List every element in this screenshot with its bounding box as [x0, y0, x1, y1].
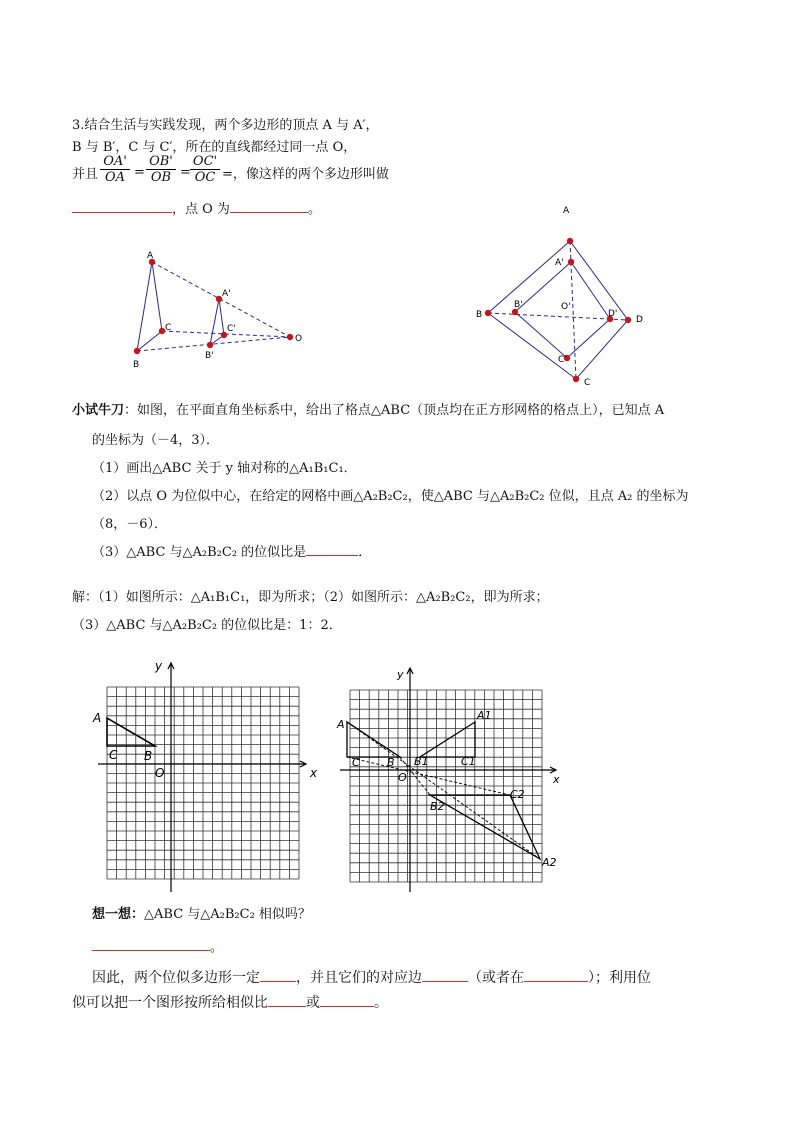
answer-blank-c5[interactable]	[320, 1006, 374, 1007]
triangle-abc	[347, 722, 400, 757]
label-b2: B2	[430, 800, 445, 813]
label-a-prime: A'	[555, 258, 564, 268]
label-b-prime: B'	[205, 351, 214, 361]
conclusion-line2	[72, 995, 388, 1011]
triangle-a2b2c2	[430, 795, 540, 859]
label-y: y	[155, 659, 163, 673]
practice-intro-text: ：如图，在平面直角坐标系中，给出了格点△ABC（顶点均在正方形网格的格点上），已知点 A	[124, 403, 665, 418]
conclusion-text-6: 或	[306, 995, 320, 1011]
practice-title: 小试牛刀	[72, 403, 125, 418]
triangle-a1b1c1	[420, 722, 475, 757]
label-y: y	[397, 668, 404, 681]
label-b1: B1	[414, 755, 429, 768]
label-a: A	[93, 711, 102, 725]
label-a: A	[563, 206, 570, 216]
label-c: C	[584, 378, 591, 388]
label-c-prime: C'	[558, 355, 567, 365]
practice-intro-2: 的坐标为（－4，3）．	[92, 433, 220, 448]
label-c-prime: C'	[227, 324, 236, 334]
fraction-oc-den: OC	[190, 169, 220, 185]
answer-blank-c4[interactable]	[268, 1006, 306, 1007]
conclusion-text-7: 。	[374, 995, 388, 1011]
label-c: C	[352, 756, 360, 769]
label-d: D	[636, 315, 643, 325]
label-a-prime: A'	[222, 289, 231, 299]
practice-q3-text: （3）△ABC 与△A₂B₂C₂ 的位似比是	[92, 545, 307, 560]
q3-suffix: =，像这样的两个多边形叫做	[222, 167, 389, 182]
q3-line4-end: 。	[307, 202, 321, 217]
label-o: O	[398, 771, 407, 784]
label-a1: A1	[477, 709, 492, 722]
solution-line2: （3）△ABC 与△A₂B₂C₂ 的位似比是：1：2．	[72, 618, 342, 633]
conclusion-text-5: 似可以把一个图形按所给相似比	[72, 995, 268, 1011]
label-x: x	[553, 773, 560, 786]
conclusion-text-1: 因此，两个位似多边形一定	[92, 970, 260, 986]
label-o: O	[295, 334, 303, 344]
equals-sign-2: =	[180, 165, 191, 180]
fraction-ob-den: OB	[146, 169, 176, 185]
practice-q1: （1）画出△ABC 关于 y 轴对称的△A₁B₁C₁．	[92, 461, 357, 476]
conclusion-text-4: ）；利用位	[588, 970, 651, 986]
label-c2: C2	[510, 788, 525, 801]
practice-q2a: （2）以点 O 为位似中心，在给定的网格中画△A₂B₂C₂，使△ABC 与△A₂B₂C₂ 位似，且点 A₂ 的坐标为	[92, 489, 689, 504]
answer-blank-c1[interactable]	[260, 981, 296, 982]
q3-prefix: 并且	[72, 167, 99, 182]
answer-blank-similar[interactable]	[92, 950, 210, 951]
label-a2: A2	[542, 856, 557, 869]
label-a: A	[337, 718, 345, 731]
label-o: O	[155, 766, 165, 780]
fraction-oa-den: OA	[100, 169, 130, 185]
solution-line1: 解：（1）如图所示：△A₁B₁C₁，即为所求；（2）如图所示：△A₂B₂C₂，即为所求；	[72, 590, 549, 605]
fraction-oa-num: OA'	[103, 154, 127, 169]
fraction-ob-num: OB'	[149, 154, 173, 169]
q3-line2: B 与 B′，C 与 C′，所在的直线都经过同一点 O，	[72, 140, 357, 155]
label-c: C	[109, 748, 118, 762]
q3-line4-mid: ，点 O 为	[172, 202, 230, 217]
label-b: B	[387, 756, 395, 769]
answer-blank-c2[interactable]	[422, 981, 468, 982]
label-b-prime: B'	[514, 300, 523, 310]
think-question: △ABC 与△A₂B₂C₂ 相似吗？	[144, 907, 311, 922]
label-b: B	[144, 749, 153, 763]
label-c: C	[165, 323, 172, 333]
equals-sign: =	[134, 165, 145, 180]
q3-line1: 3.结合生活与实践发现，两个多边形的顶点 A 与 A′，	[72, 118, 379, 133]
label-b: B	[133, 360, 140, 370]
fraction-oc-num: OC'	[192, 154, 218, 169]
think-end: 。	[210, 940, 224, 955]
label-a: A	[147, 251, 154, 261]
think-answer-line	[92, 940, 223, 956]
conclusion-text-2: ，并且它们的对应边	[296, 970, 422, 986]
practice-q3-end: ．	[358, 545, 372, 560]
think-title: 想一想：	[92, 907, 145, 922]
conclusion-line1	[92, 970, 651, 986]
conclusion-text-3: （或者在	[468, 970, 524, 986]
think-line	[92, 907, 311, 923]
practice-q2b: （8，－6）．	[92, 517, 168, 532]
label-b: B	[476, 310, 483, 320]
label-c1: C1	[461, 755, 476, 768]
label-x: x	[310, 766, 318, 780]
label-d-prime: D'	[608, 309, 618, 319]
grid-lines	[350, 690, 542, 882]
label-o: O'	[561, 302, 571, 312]
answer-blank-c3[interactable]	[524, 981, 588, 982]
